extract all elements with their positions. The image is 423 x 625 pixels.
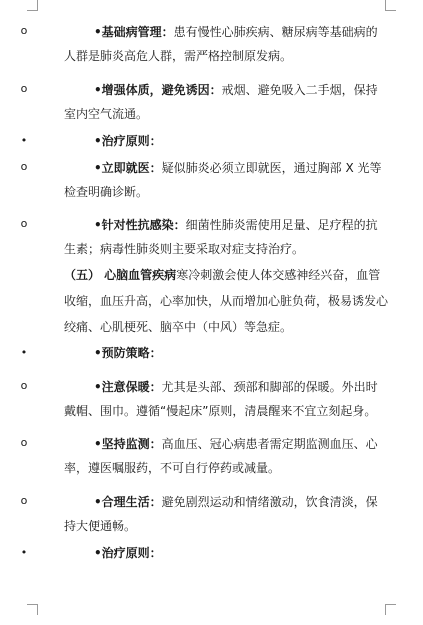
crop-mark-bottom-right [385,604,396,615]
hollow-bullet-icon: o [20,82,28,95]
list-item-text [64,156,388,204]
item-label: •治疗原则： [94,134,162,148]
list-item-text [64,432,388,480]
crop-mark-bottom-left [27,604,38,615]
list-item-text [64,375,388,423]
item-label: •基础病管理： [94,25,174,39]
item-body: 疑似肺炎必须立即就医，通过胸部 X 光等检查明确诊断。 [64,161,382,199]
hollow-bullet-icon: o [20,436,28,449]
list-item-text [64,342,388,364]
item-label: •合理生活： [94,495,162,509]
item-body: 尤其是头部、颈部和脚部的保暖。外出时戴帽、围巾。遵循“慢起床”原则，清晨醒来不宜立刻起身。 [64,380,378,418]
item-label: •预防策略： [94,346,162,360]
hollow-bullet-icon: o [20,494,28,507]
list-item-text [64,490,388,538]
section-paragraph [64,262,388,340]
list-item-text [64,78,388,126]
bullet-icon: • [20,346,28,359]
hollow-bullet-icon: o [20,379,28,392]
hollow-bullet-icon: o [20,160,28,173]
bullet-icon: • [20,134,28,147]
hollow-bullet-icon: o [20,24,28,37]
item-label: •坚持监测： [94,437,162,451]
list-item-text [64,213,388,261]
bullet-icon: • [20,546,28,559]
item-label: •注意保暖： [94,380,162,394]
section-body: 寒冷刺激会使人体交感神经兴奋，血管收缩，血压升高，心率加快，从而增加心脏负荷，极易诱发心绞痛、心肌梗死、脑卒中（中风）等急症。 [64,268,389,334]
hollow-bullet-icon: o [20,217,28,230]
item-body: 患有慢性心肺疾病、糖尿病等基础病的人群是肺炎高危人群，需严格控制原发病。 [64,25,378,63]
list-item-text [64,542,388,564]
crop-mark-top-left [27,0,38,11]
crop-mark-top-right [385,0,396,11]
list-item-text [64,130,388,152]
item-body: 细菌性肺炎需使用足量、足疗程的抗生素；病毒性肺炎则主要采取对症支持治疗。 [64,218,378,256]
item-label: •立即就医： [94,161,162,175]
item-body: 避免剧烈运动和情绪激动，饮食清淡，保持大便通畅。 [64,495,378,533]
item-label: •针对性抗感染： [94,218,186,232]
item-label: •治疗原则： [94,546,162,560]
list-item-text [64,20,388,68]
item-body: 戒烟、避免吸入二手烟，保持室内空气流通。 [64,83,378,121]
item-body: 高血压、冠心病患者需定期监测血压、心率，遵医嘱服药，不可自行停药或减量。 [64,437,378,475]
item-label: •增强体质，避免诱因： [94,83,222,97]
section-heading: （五） 心脑血管疾病 [64,268,177,282]
